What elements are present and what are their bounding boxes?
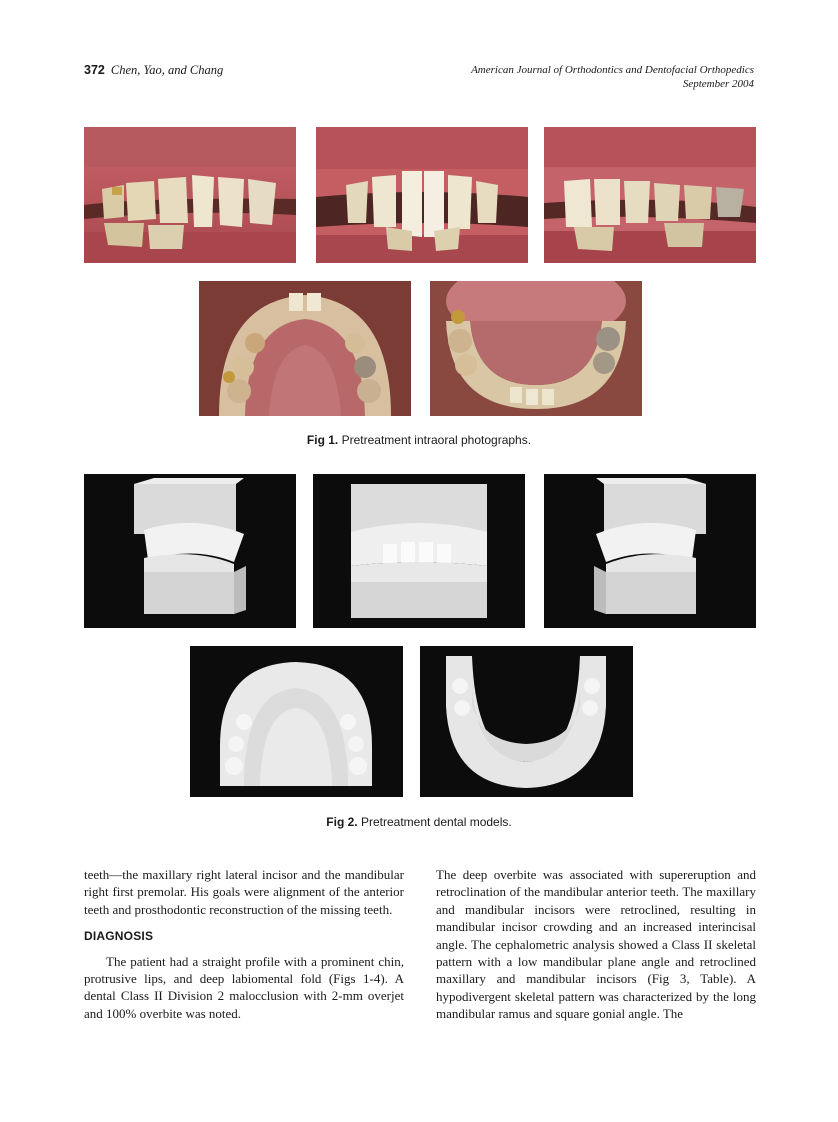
figure-2-caption-text: Pretreatment dental models. bbox=[360, 815, 512, 829]
running-authors: Chen, Yao, and Chang bbox=[110, 63, 224, 77]
intraoral-photo-mandibular-occlusal bbox=[430, 281, 642, 416]
page-number: 372 bbox=[84, 63, 105, 77]
issue-date: September 2004 bbox=[682, 78, 754, 90]
figure-1-label: Fig 1. bbox=[306, 433, 339, 447]
right-column bbox=[436, 866, 756, 1023]
intraoral-photo-right-lateral bbox=[84, 127, 296, 263]
figure-1-caption bbox=[0, 433, 838, 447]
dental-model-left-lateral bbox=[544, 474, 756, 628]
running-header-right bbox=[471, 63, 754, 91]
dental-model-maxillary-occlusal bbox=[190, 646, 403, 797]
intraoral-photo-maxillary-occlusal bbox=[199, 281, 411, 416]
running-header-left bbox=[84, 63, 223, 78]
section-heading-diagnosis: DIAGNOSIS bbox=[84, 929, 154, 944]
figure-1-caption-text: Pretreatment intraoral photographs. bbox=[341, 433, 532, 447]
intraoral-photo-left-lateral bbox=[544, 127, 756, 263]
left-column bbox=[84, 866, 404, 1022]
dental-model-right-lateral bbox=[84, 474, 296, 628]
figure-2-caption bbox=[0, 815, 838, 829]
body-paragraph-2: The patient had a straight profile with a prominent chin, protrusive lips, and deep labiomental fold (Figs 1-4). A dental Class II Division 2 malocclusion with 2-mm overjet and 100% overbite was noted. bbox=[84, 953, 404, 1021]
body-paragraph-3: The deep overbite was associated with supereruption and retroclination of the mandibular anterior teeth. The maxillary and mandibular incisors were retroclined, resulting in mandibular incisor crowding and an increased interincisal angle. The cephalometric analysis showed a Class II skeletal pattern with a low mandibular plane angle and retroclined maxillary and mandibular incisors (Fig 3, Table). A hypodivergent skeletal pattern was characterized by the long mandibular ramus and square gonial angle. The bbox=[436, 867, 756, 1022]
figure-2-label: Fig 2. bbox=[326, 815, 358, 829]
journal-title: American Journal of Orthodontics and Dentofacial Orthopedics bbox=[471, 64, 754, 76]
intraoral-photo-frontal bbox=[316, 127, 528, 263]
body-paragraph-1: teeth—the maxillary right lateral incisor and the mandibular right first premolar. His goals were alignment of the anterior teeth and prosthodontic reconstruction of the missing teeth. bbox=[84, 867, 404, 917]
dental-model-frontal bbox=[313, 474, 525, 628]
dental-model-mandibular-occlusal bbox=[420, 646, 633, 797]
